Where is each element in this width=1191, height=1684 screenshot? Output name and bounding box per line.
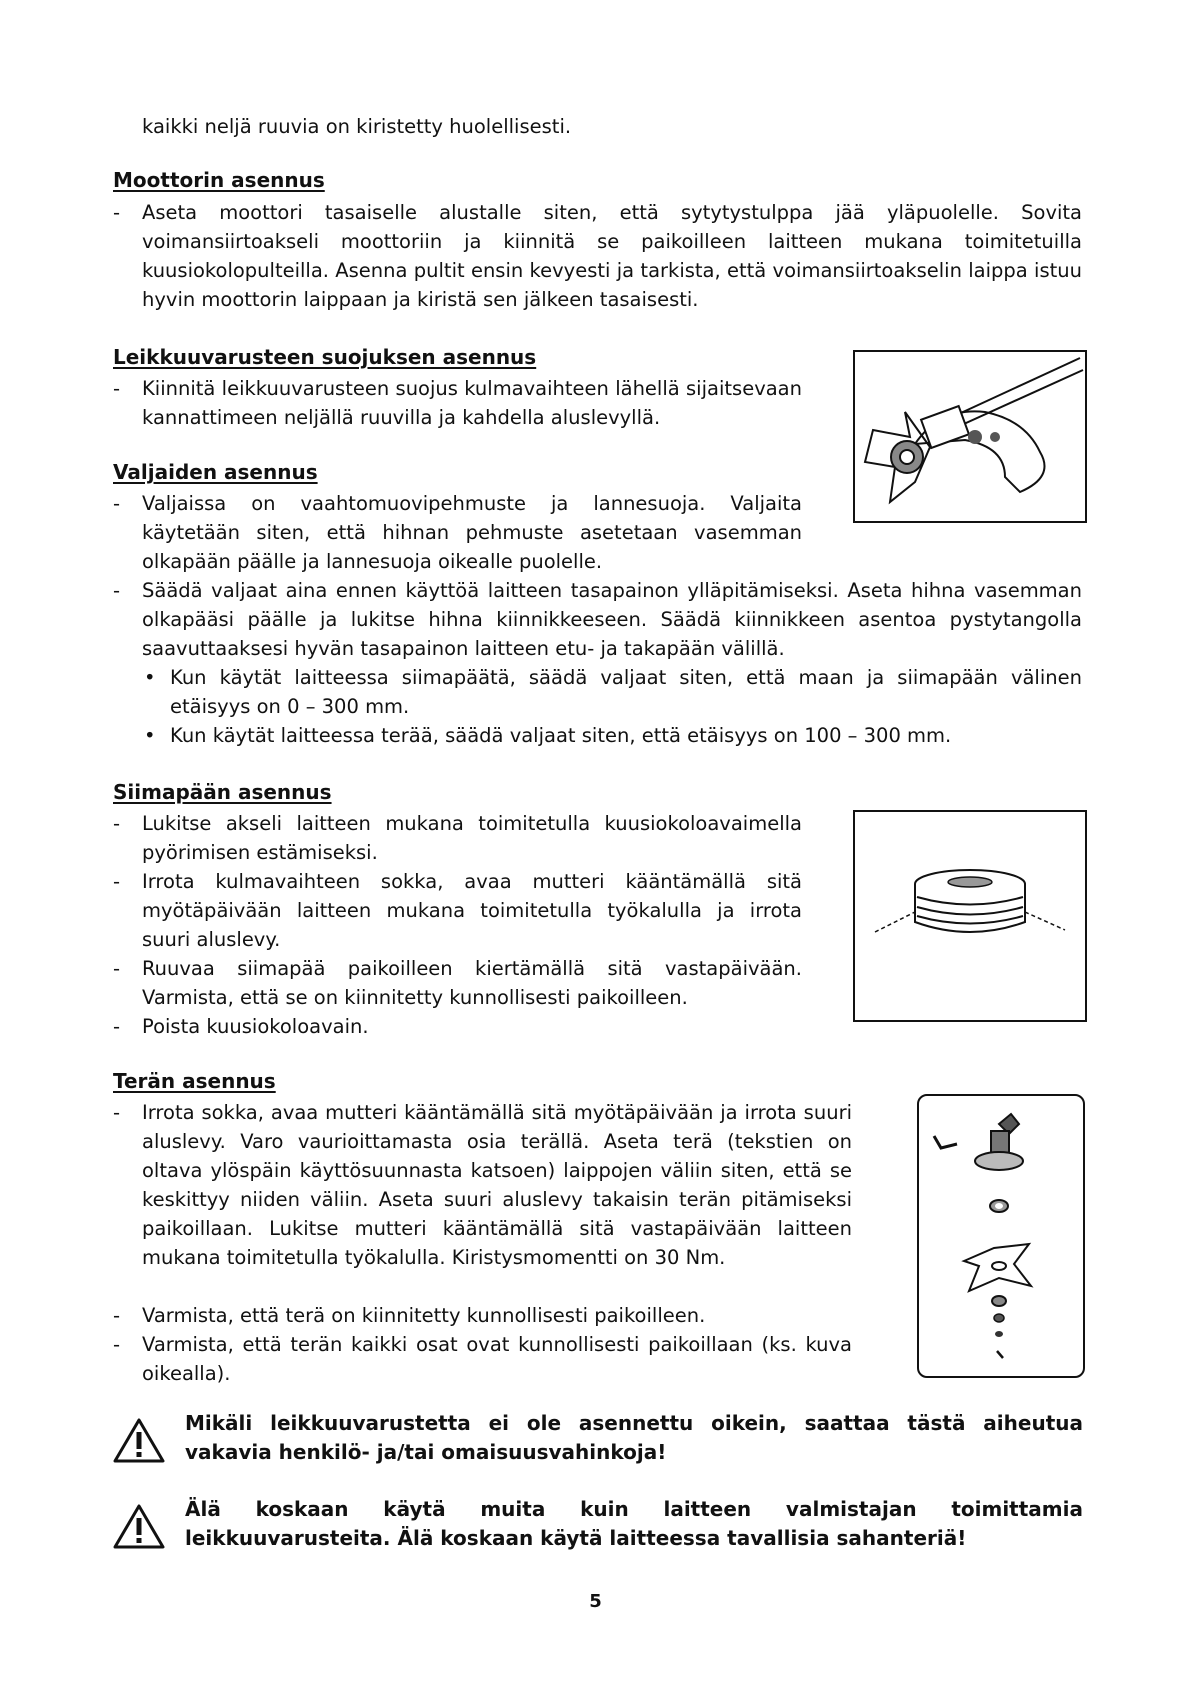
list-item xyxy=(113,809,802,867)
dash-marker: - xyxy=(113,1101,121,1124)
bullet-item-text: Kun käytät laitteessa siimapäätä, säädä valjaat siten, että maan ja siimapään välinen etäisyys on 0 – 300 mm. xyxy=(170,666,1082,718)
list-item-text: Säädä valjaat aina ennen käyttöä laitteen tasapainon ylläpitämiseksi. Aseta hihna vasemman olkapääsi päälle ja lukitse hihna kiinnikkeeseen. Säädä kiinnikkeen asentoa pystytangolla saavuttaaksesi hyvän tasapainon laitteen etu- ja takapään välillä. xyxy=(142,579,1082,660)
dash-marker: - xyxy=(113,1015,121,1038)
bullet-item-text: Kun käytät laitteessa terää, säädä valjaat siten, että etäisyys on 100 – 300 mm. xyxy=(170,724,952,747)
list-item xyxy=(113,1330,852,1388)
list-item xyxy=(113,954,802,1012)
dash-marker: - xyxy=(113,812,121,835)
list-item-text: Irrota kulmavaihteen sokka, avaa mutteri kääntämällä sitä myötäpäivään laitteen mukana toimitetulla työkalulla ja irrota suuri aluslevy. xyxy=(142,870,802,951)
dash-marker: - xyxy=(113,579,121,602)
list-item-text: Valjaissa on vaahtomuovipehmuste ja lannesuoja. Valjaita käytetään siten, että hihnan pehmuste asetetaan vasemman olkapään päälle ja lannesuoja oikealle puolelle. xyxy=(142,492,802,573)
list-item xyxy=(113,867,802,954)
list-item xyxy=(113,1301,852,1330)
dash-marker: - xyxy=(113,377,121,400)
heading-teran-asennus: Terän asennus xyxy=(113,1069,276,1093)
list-item xyxy=(113,576,1082,663)
bullet-item xyxy=(144,663,1082,721)
list-item-text: Lukitse akseli laitteen mukana toimitetulla kuusiokoloavaimella pyörimisen estämiseksi. xyxy=(142,812,802,864)
heading-moottorin-asennus: Moottorin asennus xyxy=(113,168,325,192)
dash-marker: - xyxy=(113,957,121,980)
page-number: 5 xyxy=(589,1591,602,1612)
warning-triangle-icon xyxy=(113,1417,165,1463)
list-item xyxy=(113,1012,802,1041)
heading-suojuksen-asennus: Leikkuuvarusteen suojuksen asennus xyxy=(113,345,537,369)
warning-box xyxy=(113,1409,1083,1469)
bullet-marker: • xyxy=(144,666,156,689)
dash-marker: - xyxy=(113,201,121,224)
list-item-text: Aseta moottori tasaiselle alustalle siten, että sytytystulppa jää yläpuolelle. Sovita voimansiirtoakseli moottoriin ja kiinnitä se paikoilleen laitteen mukana toimitetuilla kuusiokolopulteilla. Asenna pultit ensin kevyesti ja tarkista, että voimansiirtoakselin laippa istuu hyvin moottorin laippaan ja kiristä sen jälkeen tasaisesti. xyxy=(142,201,1082,311)
list-item xyxy=(113,374,802,432)
list-item xyxy=(113,1098,852,1272)
heading-siimapaan-asennus: Siimapään asennus xyxy=(113,780,332,804)
list-item-text: Poista kuusiokoloavain. xyxy=(142,1015,369,1038)
dash-marker: - xyxy=(113,1304,121,1327)
list-item-text: Kiinnitä leikkuuvarusteen suojus kulmavaihteen lähellä sijaitsevaan kannattimeen neljällä ruuvilla ja kahdella aluslevyllä. xyxy=(142,377,802,429)
bullet-item xyxy=(144,721,1082,750)
blade-assembly-illustration xyxy=(917,1094,1085,1378)
list-item-text: Ruuvaa siimapää paikoilleen kiertämällä sitä vastapäivään. Varmista, että se on kiinnitetty kunnollisesti paikoilleen. xyxy=(142,957,802,1009)
warning-text: Mikäli leikkuuvarustetta ei ole asennettu oikein, saattaa tästä aiheutua vakavia henkilö- ja/tai omaisuusvahinkoja! xyxy=(185,1411,1083,1464)
dash-marker: - xyxy=(113,1333,121,1356)
dash-marker: - xyxy=(113,870,121,893)
guard-illustration xyxy=(853,350,1087,523)
trimmer-head-icon xyxy=(855,812,1085,1020)
intro-text: kaikki neljä ruuvia on kiristetty huolellisesti. xyxy=(142,115,572,138)
bullet-marker: • xyxy=(144,724,156,747)
list-item-text: Varmista, että terä on kiinnitetty kunnollisesti paikoilleen. xyxy=(142,1304,706,1327)
heading-valjaiden-asennus: Valjaiden asennus xyxy=(113,460,318,484)
list-item xyxy=(113,489,802,576)
trimmer-head-illustration xyxy=(853,810,1087,1022)
warning-triangle-icon xyxy=(113,1503,165,1549)
list-item-text: Irrota sokka, avaa mutteri kääntämällä sitä myötäpäivään ja irrota suuri aluslevy. Varo vaurioittamasta osia terällä. Aseta terä (tekstien on oltava ylöspäin käyttösuunnasta katsoen) laippojen väliin siten, että se keskittyy niiden väliin. Aseta suuri aluslevy takaisin terän pitämiseksi paikoillaan. Lukitse mutteri kääntämällä sitä vastapäivään laitteen mukana toimitetulla työkalulla. Kiristysmomentti on 30 Nm. xyxy=(142,1101,852,1269)
blade-assembly-icon xyxy=(919,1096,1083,1376)
warning-text: Älä koskaan käytä muita kuin laitteen valmistajan toimittamia leikkuuvarusteita. Älä koskaan käytä laitteessa tavallisia sahanteriä! xyxy=(185,1497,1083,1550)
list-item xyxy=(113,198,1082,314)
warning-box xyxy=(113,1495,1083,1555)
list-item-text: Varmista, että terän kaikki osat ovat kunnollisesti paikoillaan (ks. kuva oikealla). xyxy=(142,1333,852,1385)
guard-icon xyxy=(855,352,1085,521)
dash-marker: - xyxy=(113,492,121,515)
